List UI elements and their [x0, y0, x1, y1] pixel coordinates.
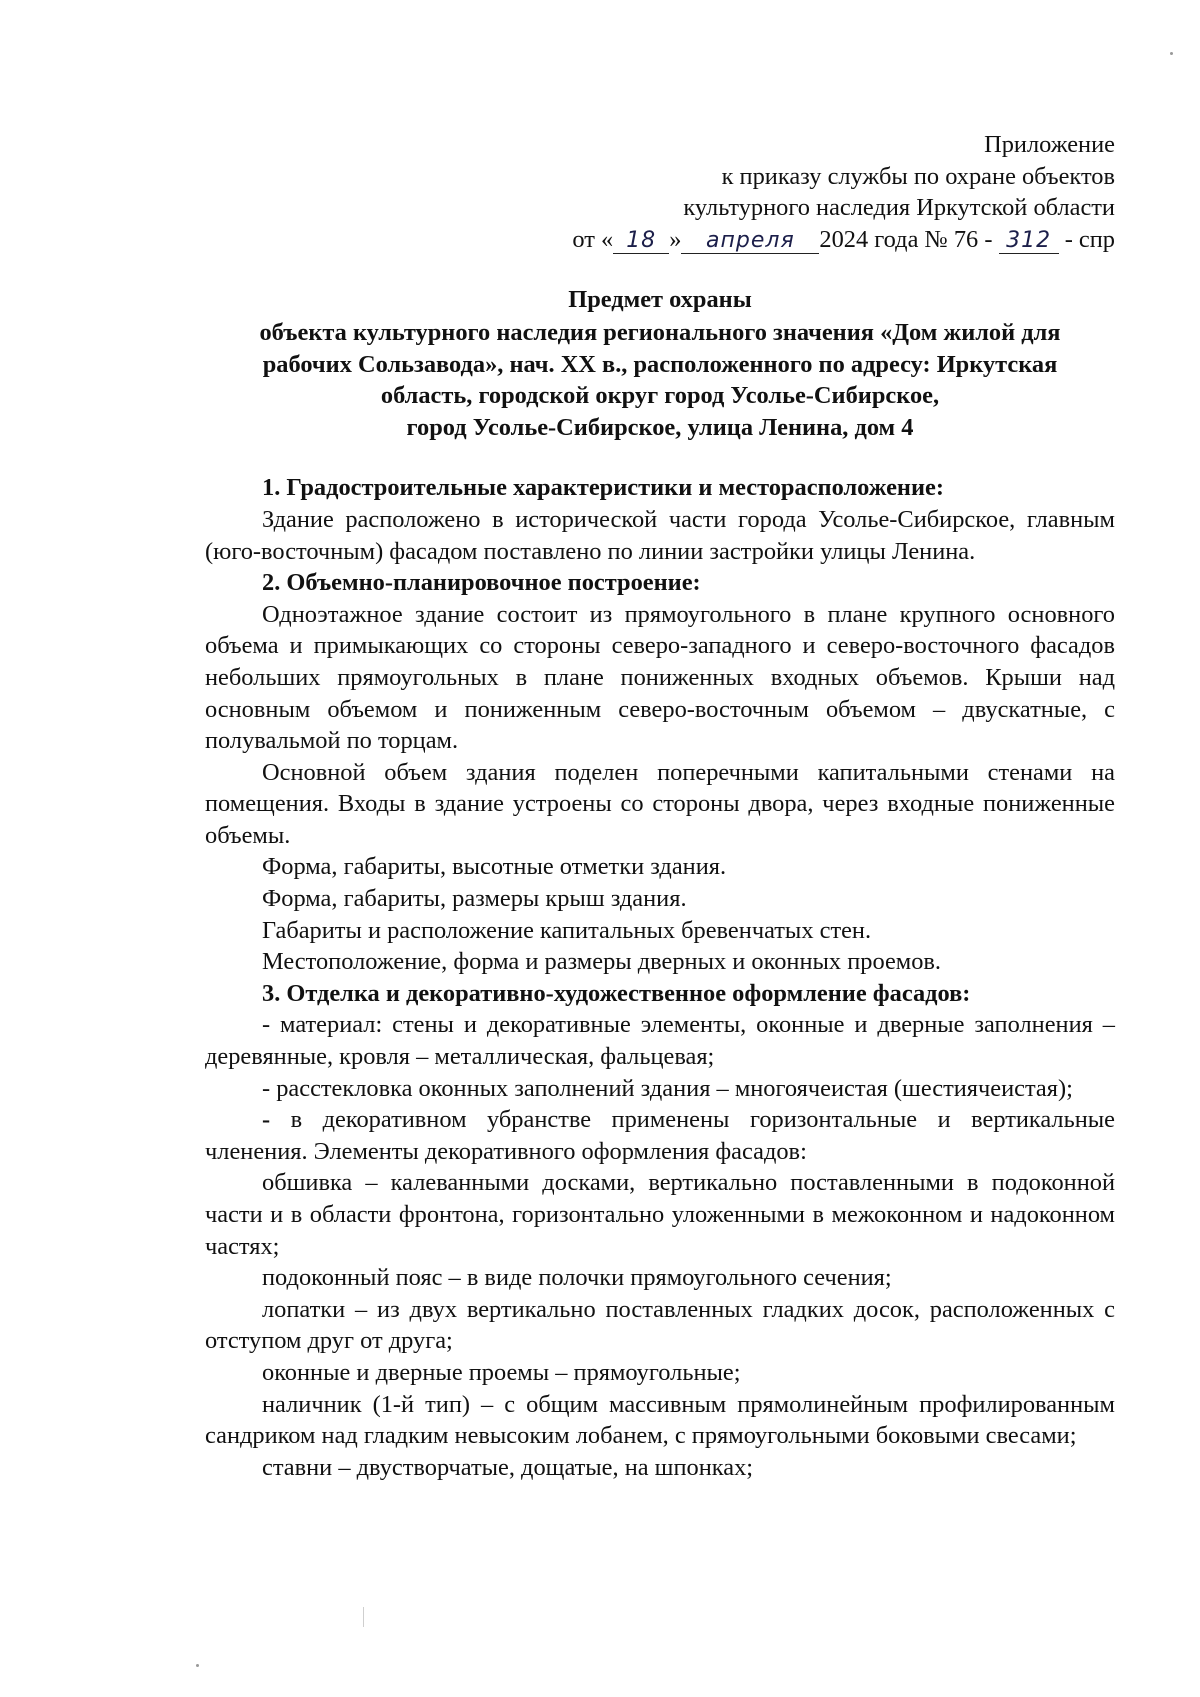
handwritten-month: апреля	[681, 229, 819, 254]
paragraph	[205, 1104, 1115, 1167]
title-line: город Усолье-Сибирское, улица Ленина, дом 4	[406, 413, 914, 441]
paragraph: Одноэтажное здание состоит из прямоугольного в плане крупного основного объема и примыкающих со стороны северо-западного и северо-восточного фасадов небольших прямоугольных в плане пониженных входных объемов. Крыши над основным объемом и пониженным северо-восточным объемом – двускатные, с полувальмой по торцам.	[205, 600, 1115, 755]
date-prefix: от «	[572, 225, 614, 253]
section-heading: 3. Отделка и декоративно-художественное оформление фасадов:	[262, 979, 971, 1007]
handwritten-day: 18	[613, 229, 669, 254]
bold-dash: -	[262, 1106, 271, 1134]
document-body	[205, 129, 1115, 1483]
appendix-header	[205, 129, 1115, 255]
appendix-title: Приложение	[984, 131, 1115, 158]
paragraph: - материал: стены и декоративные элементы, оконные и дверные заполнения – деревянные, кровля – металлическая, фальцевая;	[205, 1011, 1115, 1071]
date-year: 2024 года № 76 -	[819, 225, 993, 253]
paragraph: Местоположение, форма и размеры дверных и оконных проемов.	[262, 948, 942, 976]
paragraph: обшивка – калеванными досками, вертикально поставленными в подоконной части и в области фронтона, горизонтально уложенными в межоконном и надоконном частях;	[205, 1169, 1115, 1260]
scan-speck	[1170, 52, 1173, 55]
paragraph: Основной объем здания поделен поперечными капитальными стенами на помещения. Входы в здание устроены со стороны двора, через входные пониженные объемы.	[205, 758, 1115, 849]
paragraph-text: в декоративном убранстве применены горизонтальные и вертикальные членения. Элементы декоративного оформления фасадов:	[205, 1106, 1115, 1165]
scan-streak	[363, 1607, 364, 1627]
order-date-line	[205, 224, 1115, 256]
title-line: рабочих Сользавода», нач. XX в., расположенного по адресу: Иркутская	[262, 350, 1058, 378]
section-heading: 2. Объемно-планировочное построение:	[262, 569, 701, 597]
order-suffix: - спр	[1064, 225, 1115, 253]
paragraph: оконные и дверные проемы – прямоугольные;	[262, 1358, 741, 1386]
paragraph: лопатки – из двух вертикально поставленных гладких досок, расположенных с отступом друг от друга;	[205, 1295, 1115, 1355]
appendix-line: культурного наследия Иркутской области	[683, 194, 1115, 222]
paragraph: - расстекловка оконных заполнений здания – многоячеистая (шестиячеистая);	[262, 1074, 1073, 1102]
title-line: объекта культурного наследия регионального значения «Дом жилой для	[259, 318, 1061, 346]
title-line: область, городской округ город Усолье-Сибирское,	[380, 382, 940, 410]
document-content	[205, 472, 1115, 1483]
document-title	[205, 284, 1115, 443]
section-heading: 1. Градостроительные характеристики и месторасположение:	[262, 474, 944, 502]
paragraph: наличник (1-й тип) – с общим массивным прямолинейным профилированным сандриком над гладким невысоким лобанем, с прямоугольными боковыми свесами;	[205, 1390, 1115, 1450]
handwritten-order-number: 312	[999, 229, 1059, 254]
paragraph: Габариты и расположение капитальных бревенчатых стен.	[262, 916, 872, 944]
date-mid: »	[669, 225, 682, 253]
title-main: Предмет охраны	[568, 286, 752, 314]
paragraph: ставни – двустворчатые, дощатые, на шпонках;	[262, 1453, 754, 1481]
paragraph: подоконный пояс – в виде полочки прямоугольного сечения;	[262, 1264, 892, 1292]
paragraph: Форма, габариты, высотные отметки здания.	[262, 853, 727, 881]
paragraph: Здание расположено в исторической части города Усолье-Сибирское, главным (юго-восточным) фасадом поставлено по линии застройки улицы Ленина.	[205, 505, 1115, 565]
appendix-line: к приказу службы по охране объектов	[721, 162, 1115, 190]
scan-speck	[196, 1664, 199, 1667]
paragraph: Форма, габариты, размеры крыш здания.	[262, 885, 687, 913]
